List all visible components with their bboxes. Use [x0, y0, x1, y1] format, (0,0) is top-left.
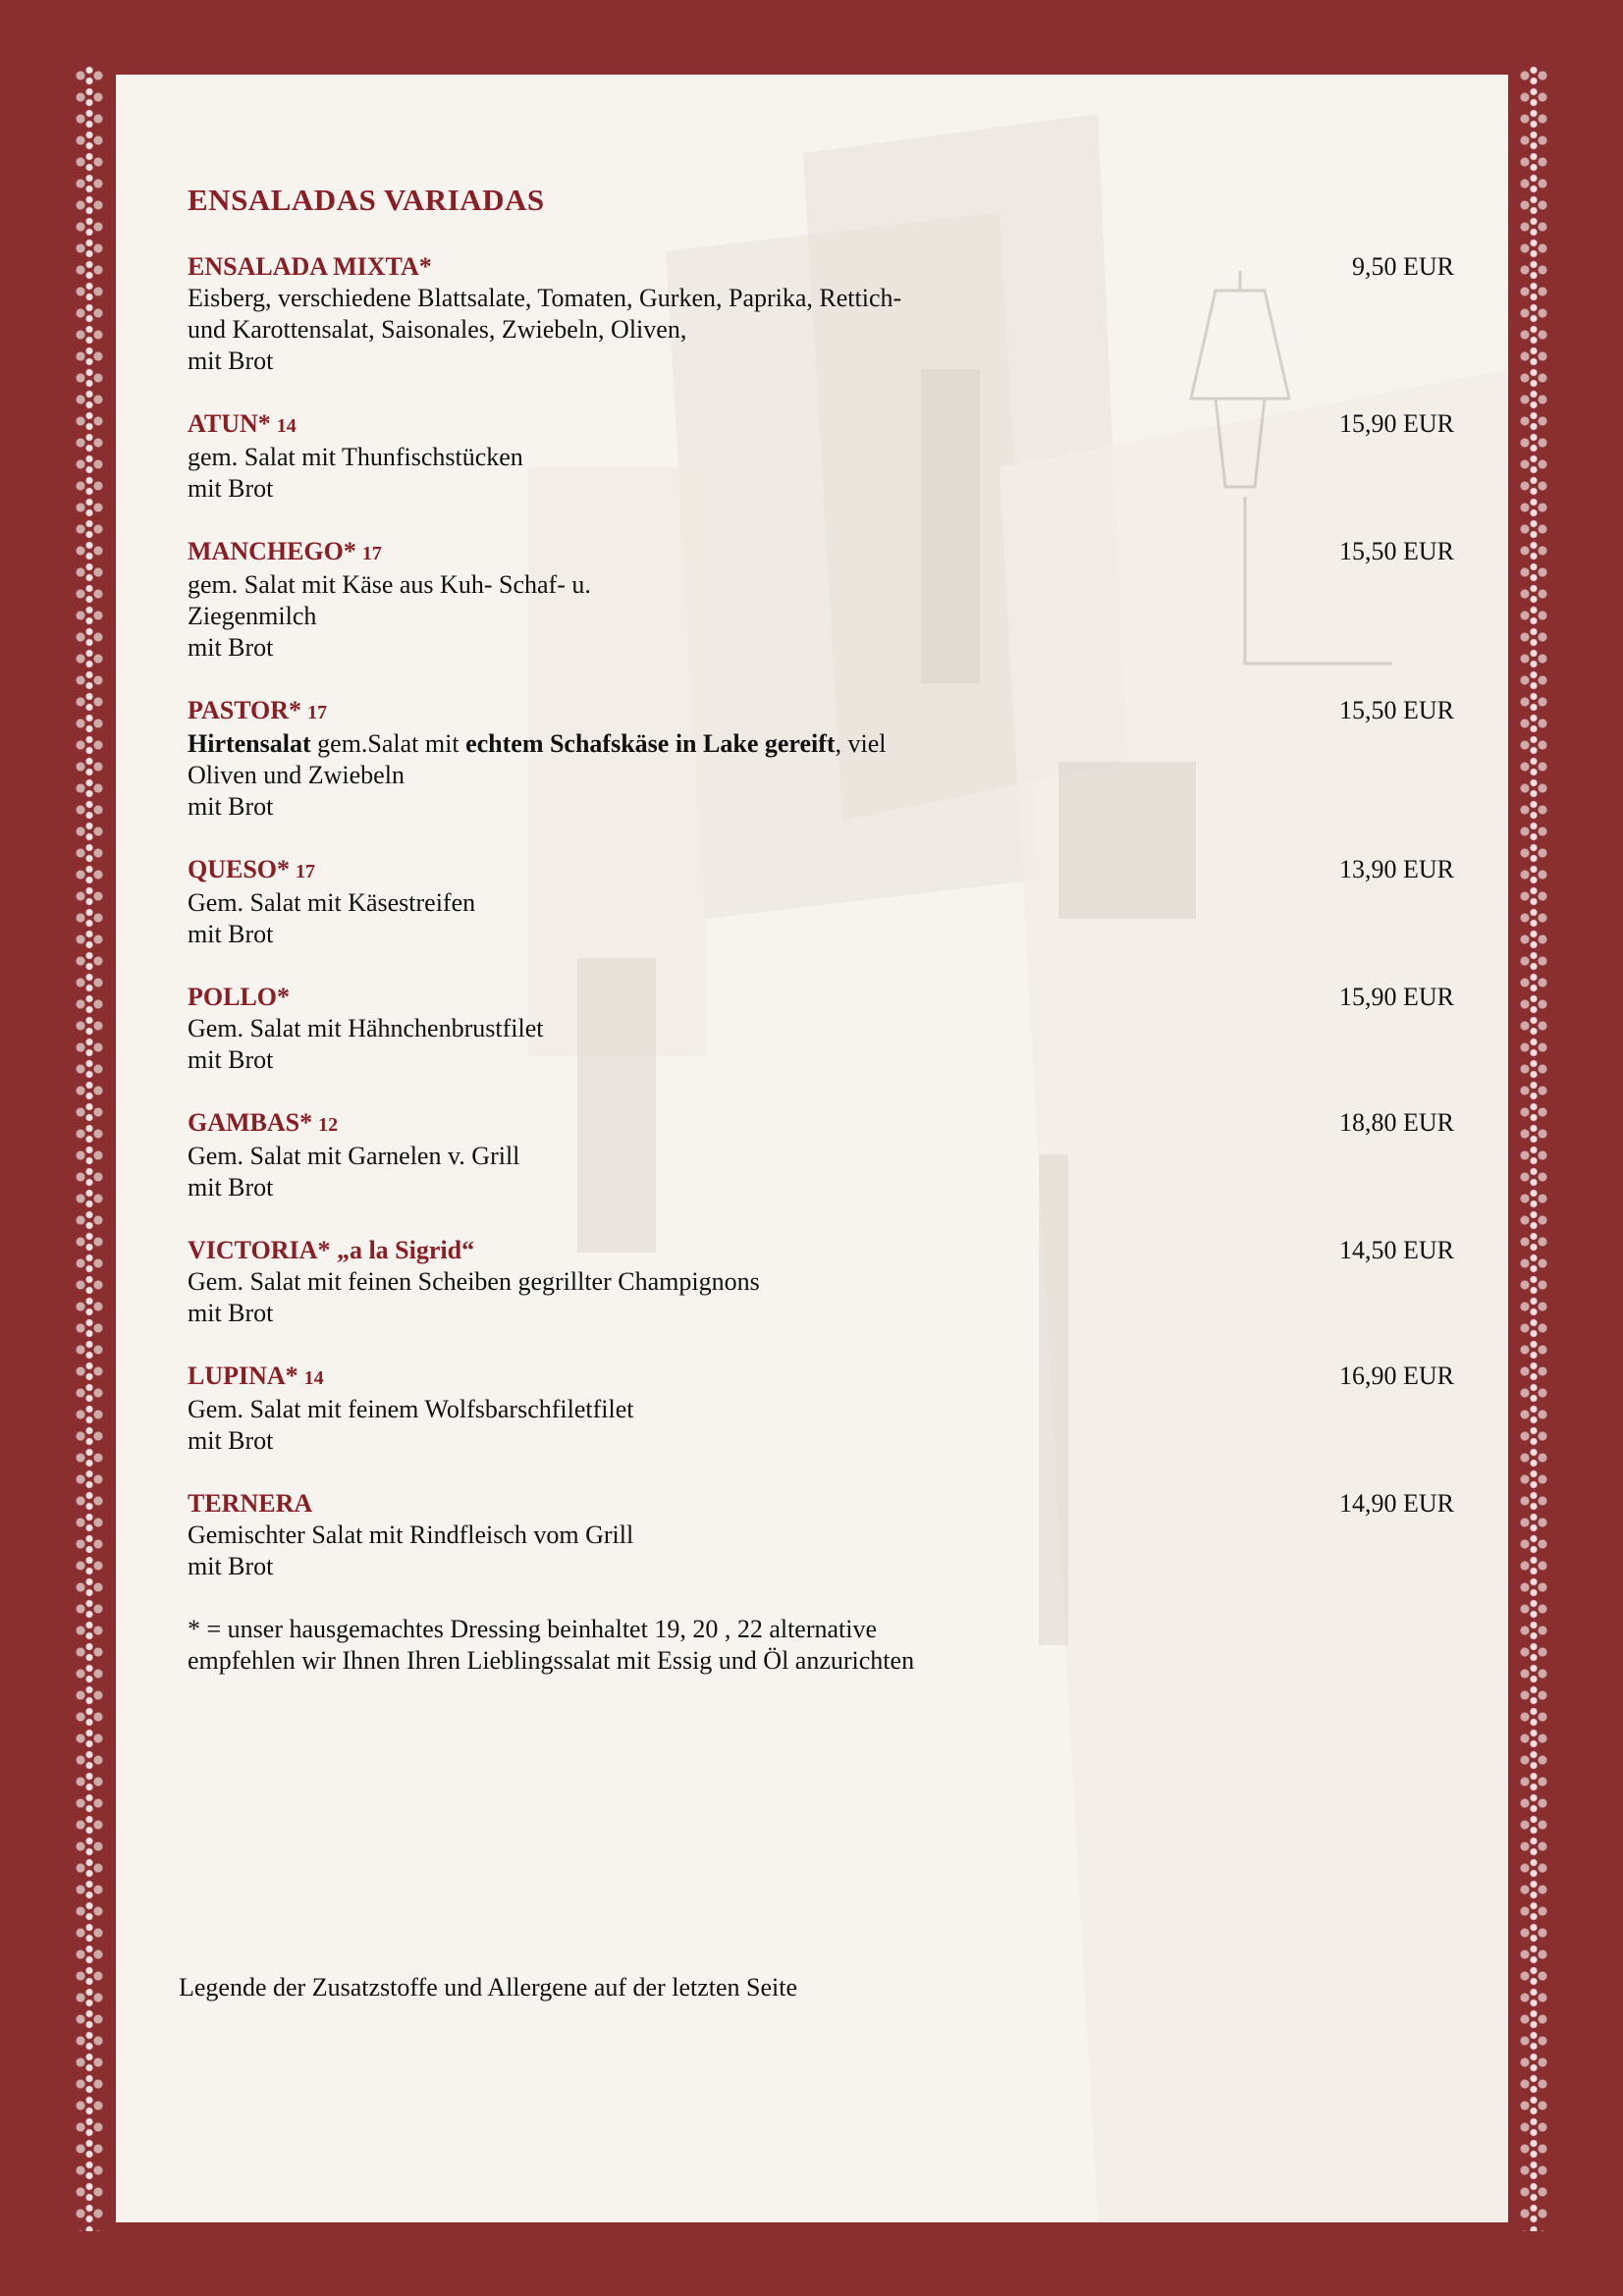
menu-item	[188, 408, 1454, 505]
allergen-code: 14	[276, 415, 297, 437]
item-bread: mit Brot	[188, 1173, 274, 1201]
ornamental-border-left	[75, 65, 104, 2231]
item-description: Gemischter Salat mit Rindfleisch vom Grill	[188, 1521, 634, 1549]
item-bread: mit Brot	[188, 1426, 274, 1455]
menu-item	[188, 1235, 1454, 1329]
item-name: GAMBAS*	[188, 1108, 313, 1137]
allergen-code: 12	[318, 1114, 339, 1136]
item-bread: mit Brot	[188, 347, 274, 375]
item-price: 18,80 EUR	[1339, 1108, 1454, 1137]
menu-item	[188, 536, 1454, 664]
item-name: VICTORIA* „a la Sigrid“	[188, 1236, 475, 1264]
item-bread: mit Brot	[188, 633, 274, 662]
item-bread: mit Brot	[188, 1045, 274, 1074]
item-bread: mit Brot	[188, 792, 274, 821]
item-description: Eisberg, verschiedene Blattsalate, Tomaten, Gurken, Paprika, Rettich- und Karottensalat, Saisonales, Zwiebeln, Oliven,	[188, 284, 902, 344]
item-description	[188, 728, 934, 791]
item-price: 14,50 EUR	[1339, 1236, 1454, 1264]
dressing-footnote: * = unser hausgemachtes Dressing beinhaltet 19, 20 , 22 alternative empfehlen wir Ihnen Ihren Lieblingssalat mit Essig und Öl anzurichten	[188, 1615, 915, 1675]
item-description: Gem. Salat mit Hähnchenbrustfilet	[188, 1014, 544, 1042]
menu-content	[188, 183, 1454, 1677]
item-name: LUPINA*	[188, 1362, 298, 1390]
item-name: QUESO*	[188, 855, 291, 883]
item-price: 15,50 EUR	[1339, 696, 1454, 724]
menu-item	[188, 854, 1454, 950]
menu-page	[116, 75, 1508, 2222]
item-name: POLLO*	[188, 983, 291, 1011]
desc-bold-part: echtem Schafskäse in Lake gereift	[465, 729, 836, 758]
desc-part: , viel Oliven und Zwiebeln	[188, 729, 887, 789]
item-price: 15,90 EUR	[1339, 409, 1454, 438]
item-description: Gem. Salat mit feinem Wolfsbarschfiletfilet	[188, 1395, 634, 1423]
menu-item	[188, 1488, 1454, 1582]
item-price: 14,90 EUR	[1339, 1489, 1454, 1518]
item-price: 15,50 EUR	[1339, 537, 1454, 565]
menu-item	[188, 982, 1454, 1076]
desc-part: gem.Salat mit	[310, 729, 466, 758]
item-description: gem. Salat mit Käse aus Kuh- Schaf- u. Ziegenmilch	[188, 570, 591, 630]
allergen-code: 14	[303, 1367, 324, 1389]
allergen-code: 17	[296, 861, 316, 882]
allergen-legend-note: Legende der Zusatzstoffe und Allergene auf der letzten Seite	[179, 1973, 798, 2002]
item-bread: mit Brot	[188, 920, 274, 948]
menu-item	[188, 1361, 1454, 1457]
item-bread: mit Brot	[188, 474, 274, 503]
item-description: gem. Salat mit Thunfischstücken	[188, 443, 523, 471]
allergen-code: 17	[361, 543, 382, 564]
menu-item	[188, 695, 1454, 823]
section-title: ENSALADAS VARIADAS	[188, 183, 545, 217]
item-price: 16,90 EUR	[1339, 1362, 1454, 1390]
item-name: MANCHEGO*	[188, 537, 356, 565]
desc-bold-part: Hirtensalat	[188, 729, 311, 758]
item-name: ENSALADA MIXTA*	[188, 252, 432, 281]
item-price: 15,90 EUR	[1339, 983, 1454, 1011]
item-name: ATUN*	[188, 409, 271, 438]
item-description: Gem. Salat mit feinen Scheiben gegrillter Champignons	[188, 1267, 760, 1296]
ornamental-border-right	[1519, 65, 1548, 2231]
item-price: 9,50 EUR	[1352, 252, 1454, 281]
item-bread: mit Brot	[188, 1552, 274, 1580]
item-description: Gem. Salat mit Käsestreifen	[188, 888, 476, 917]
allergen-code: 17	[307, 702, 328, 723]
menu-item	[188, 251, 1454, 377]
item-bread: mit Brot	[188, 1299, 274, 1327]
item-name: PASTOR*	[188, 696, 302, 724]
menu-item	[188, 1107, 1454, 1203]
item-price: 13,90 EUR	[1339, 855, 1454, 883]
item-description: Gem. Salat mit Garnelen v. Grill	[188, 1142, 520, 1170]
item-name: TERNERA	[188, 1489, 313, 1518]
